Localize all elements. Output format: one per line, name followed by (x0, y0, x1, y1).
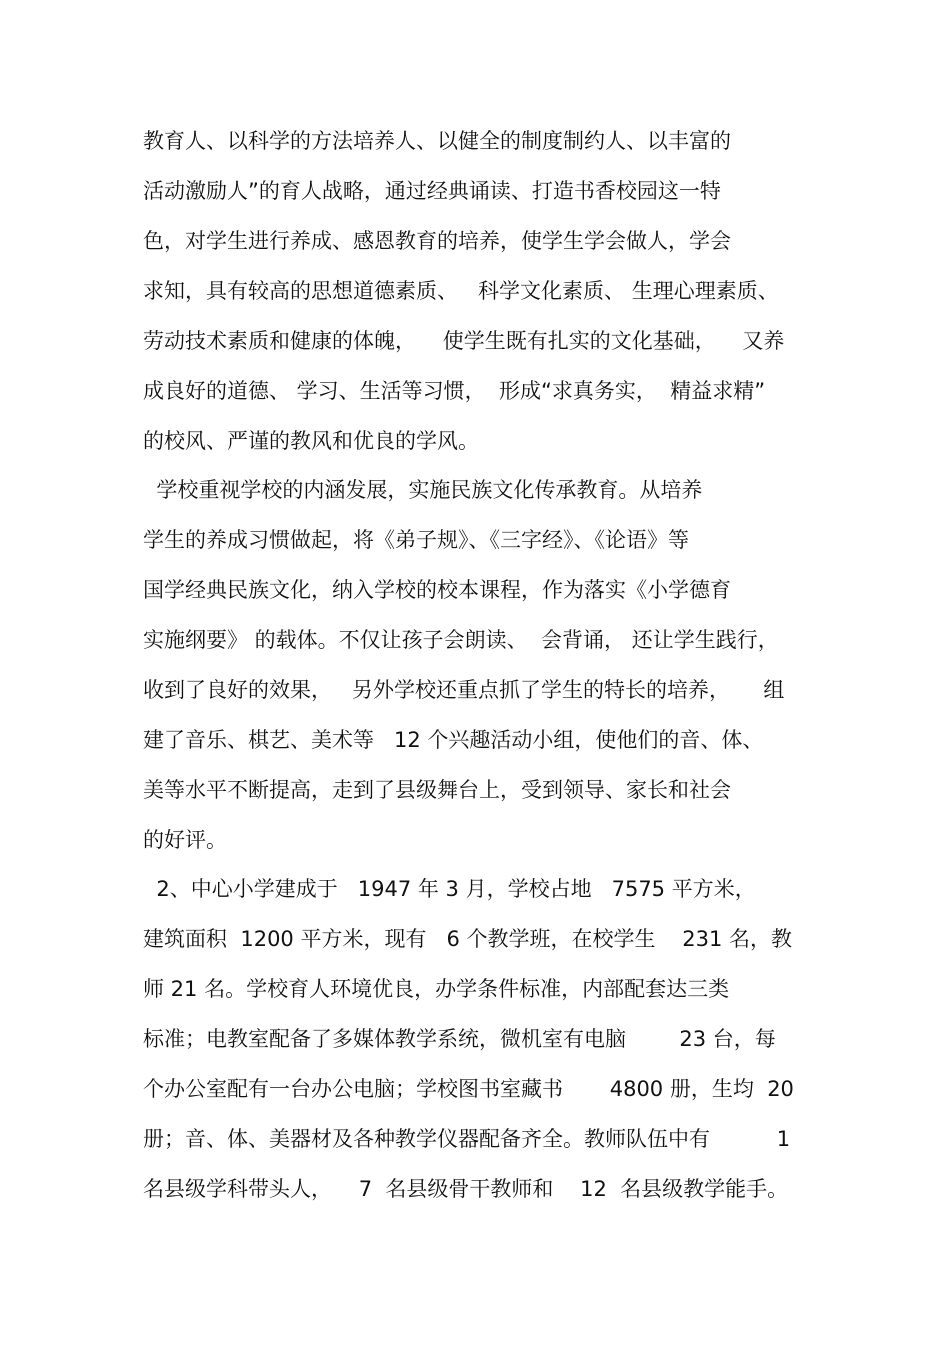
text-line: 的校风、严谨的教风和优良的学风。 (143, 429, 479, 453)
text-line: 建筑面积 1200 平方米，现有 6 个教学班，在校学生 231 名，教 (143, 927, 792, 951)
text-line: 教育人、以科学的方法培养人、以健全的制度制约人、以丰富的 (143, 129, 731, 153)
text-line: 实施纲要》 的载体。不仅让孩子会朗读、 会背诵， 还让学生践行， (143, 628, 779, 652)
text-line: 建了音乐、棋艺、美术等 12 个兴趣活动小组，使他们的音、体、 (143, 728, 764, 752)
text-line: 成良好的道德、 学习、生活等习惯， 形成“求真务实， 精益求精” (143, 379, 766, 403)
text-line: 收到了良好的效果， 另外学校还重点抓了学生的特长的培养， 组 (143, 678, 785, 702)
text-line: 活动激励人”的育人战略，通过经典诵读、打造书香校园这一特 (143, 179, 721, 203)
text-line: 美等水平不断提高，走到了县级舞台上，受到领导、家长和社会 (143, 778, 731, 802)
text-line: 色，对学生进行养成、感恩教育的培养，使学生学会做人，学会 (143, 229, 731, 253)
text-line: 国学经典民族文化，纳入学校的校本课程，作为落实《小学德育 (143, 578, 731, 602)
text-line: 个办公室配有一台办公电脑；学校图书室藏书 4800 册，生均 20 (143, 1077, 794, 1101)
text-line: 名县级学科带头人， 7 名县级骨干教师和 12 名县级教学能手。 (143, 1177, 789, 1201)
text-line: 学校重视学校的内涵发展，实施民族文化传承教育。从培养 (143, 478, 703, 502)
paragraph-2 (143, 465, 813, 865)
text-line: 师 21 名。学校育人环境优良，办学条件标准，内部配套达三类 (143, 977, 730, 1001)
text-line: 册；音、体、美器材及各种教学仪器配备齐全。教师队伍中有 1 (143, 1127, 791, 1151)
text-line: 标准；电教室配备了多媒体教学系统，微机室有电脑 23 台，每 (143, 1027, 776, 1051)
text-line: 求知，具有较高的思想道德素质、 科学文化素质、 生理心理素质、 (143, 279, 779, 303)
text-line: 学生的养成习惯做起，将《弟子规》、《三字经》、《论语》等 (143, 528, 689, 552)
text-line: 2、中心小学建成于 1947 年 3 月，学校占地 7575 平方米， (143, 877, 756, 901)
paragraph-1 (143, 116, 813, 466)
paragraph-3 (143, 864, 813, 1214)
text-line: 劳动技术素质和健康的体魄， 使学生既有扎实的文化基础， 又养 (143, 329, 785, 353)
text-line: 的好评。 (143, 828, 227, 852)
